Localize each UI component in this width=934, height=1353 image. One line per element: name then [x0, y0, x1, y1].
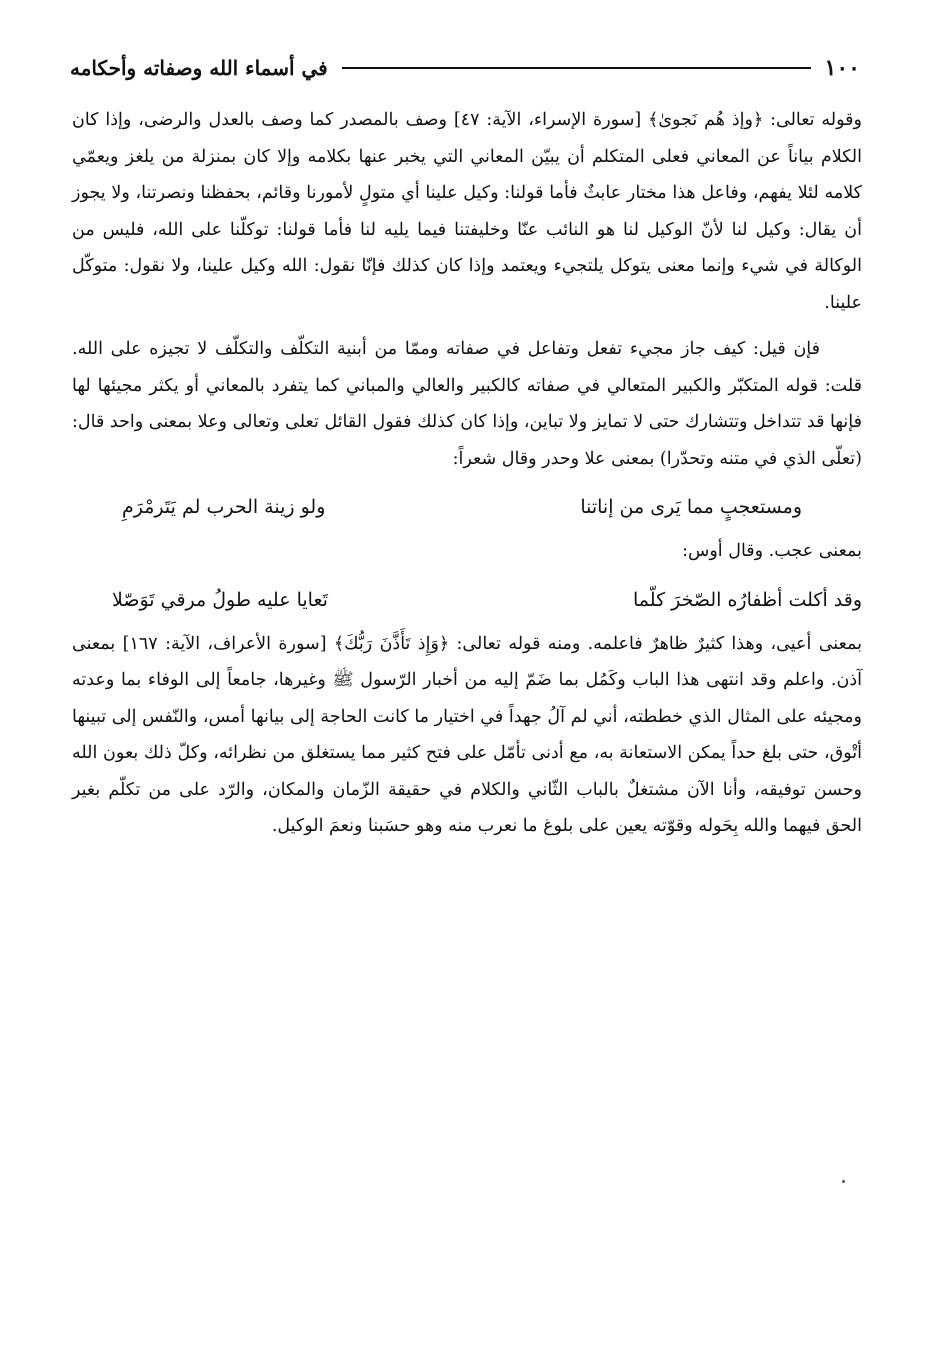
page-speck: [842, 1180, 845, 1183]
header-rule: [342, 67, 811, 69]
paragraph-bimana-ajab: بمعنى عجب. وقال أوس:: [682, 541, 862, 561]
verse-line-2: [72, 578, 862, 622]
paragraph-conclusion: بمعنى أعيى، وهذا كثيرٌ ظاهرٌ فاعلمه. ومنه قوله تعالى: ﴿وَإِذ تَأَذَّنَ رَبُّكَ﴾ [سورة الأعراف، الآية: ١٦٧] بمعنى آذن. واعلم وقد انتهى هذا الباب وكَمُل بما ضَمّ إليه من أخبار الرّسول ﷺ وغيرها، جامعاً إلى الوفاء بما وعدته ومجيئه على المثال الذي خططته، أني لم آلُ جهداً في اختيار ما كانت الحاجة إلى بيانها أمس، والنّفس إلى تبينها أتْوق، حتى بلغ حداً يمكن الاستعانة به، مع أدنى تأمّل على فتح كثير مما يستغلق من نظرائه، وكلّ ذلك بعون الله وحسن توفيقه، وأنا الآن مشتغلٌ بالباب الثّاني والكلام في حقيقة الزّمان والمكان، والرّد على من تكلّم بغير الحق فيهما والله بِحَوله وقوّته يعين على بلوغ ما نعرب منه وهو حسَبنا ونعمَ الوكيل.: [72, 633, 863, 836]
verse-2-first-hemistich: وقد أكلت أظفارُه الصّخرَ كلّما: [633, 588, 862, 611]
running-title: في أسماء الله وصفاته وأحكامه: [70, 56, 328, 80]
verse-2-second-hemistich: تَعايا عليه طولُ مرقي تَوَصّلا: [112, 588, 328, 611]
page-number: ١٠٠: [824, 55, 860, 81]
verse-line-1: [72, 485, 862, 529]
page-header: [70, 52, 860, 84]
verse-1-first-hemistich: ومستعجبٍ مما يَرى من إناتنا: [580, 496, 802, 518]
body-text: [72, 102, 862, 845]
paragraph-tafaal: فإن قيل: كيف جاز مجيء تفعل وتفاعل في صفاته وممّا من أبنية التكلّف والتكلّف لا تجيزه على الله. قلت: قوله المتكبّر والكبير المتعالي في صفاته كالكبير والعالي والمباني كما يتفرد بالمعاني أو يكثر مجيئها لها فإنها قد تتداخل وتتشارك حتى لا تمايز ولا تباين، وإذا كان كذلك فقول القائل تعلى وتعالى وعلا بمعنى واحد قال: (تعلّى الذي في متنه وتحدّرا) بمعنى علا وحدر وقال شعراً:: [72, 339, 862, 469]
paragraph-wakeel: وقوله تعالى: ﴿وإذ هُم نَجوىٰ﴾ [سورة الإسراء، الآية: ٤٧] وصف بالمصدر كما وصف بالعدل والرضى، وإذا كان الكلام بياناً عن المعاني فعلى المتكلم أن يبيّن المعاني التي يخبر عنها بكلامه وإلا كان بمنزلة من يلغز ويعمّي كلامه لئلا يفهم، وفاعل هذا مختار عابثٌ فأما قولنا: وكيل علينا أي متولٍ لأمورنا وقائم، بحفظنا ونصرتنا، ولا يجوز أن يقال: وكيل لنا لأنّ الوكيل لنا هو النائب عنّا وخليفتنا فيما يليه لنا فأما قولنا: توكلّنا على الله، فليس من الوكالة في شيء وإنما معنى يتوكل يلتجيء ويعتمد وإذا كان كذلك فإنّا نقول: الله وكيل علينا، ولا نقول: متوكّل علينا.: [72, 110, 862, 313]
verse-1-second-hemistich: ولو زينة الحرب لم يَتَرمْرَمِ: [122, 496, 326, 518]
